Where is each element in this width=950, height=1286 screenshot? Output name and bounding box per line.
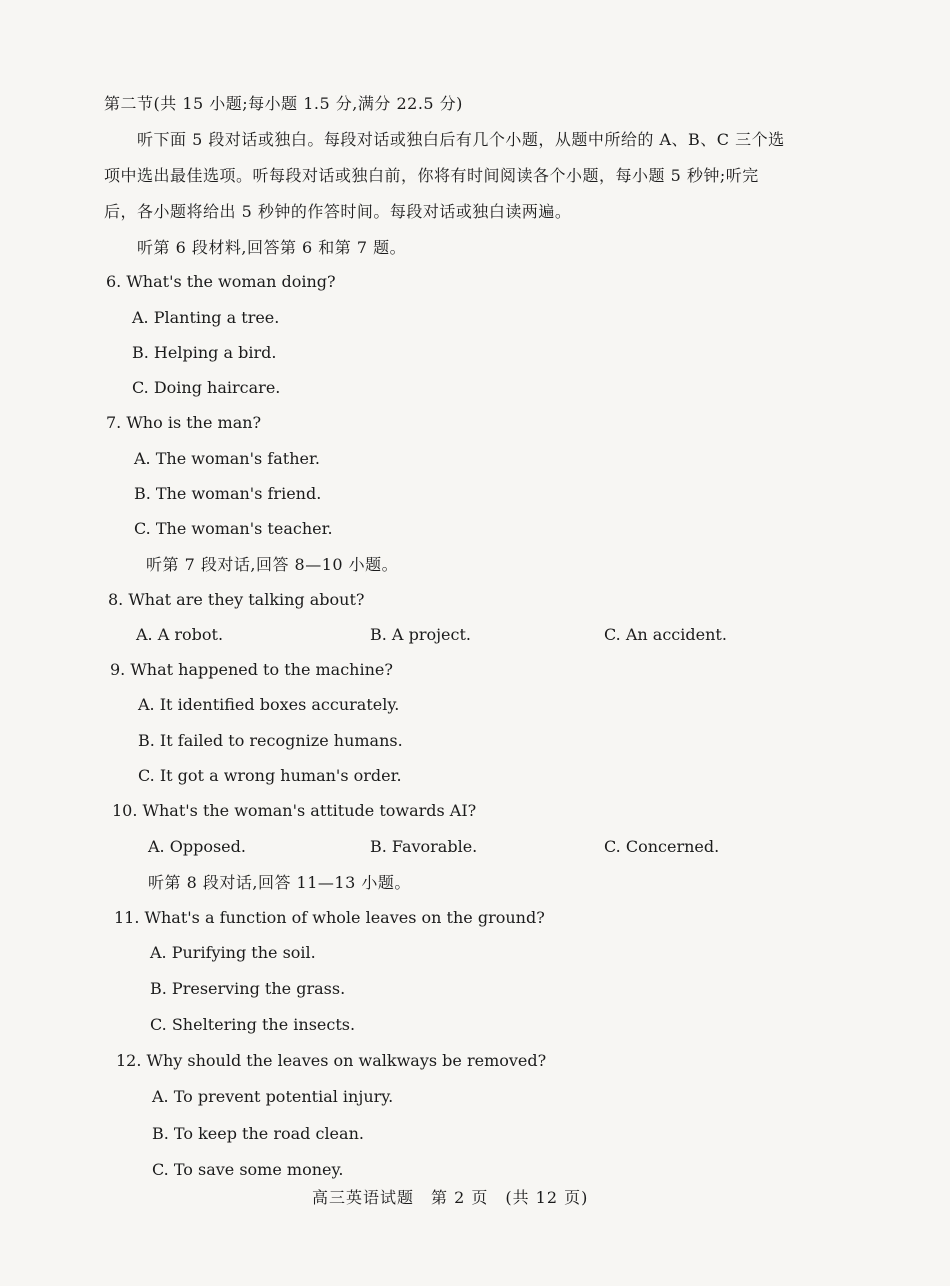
- instruction-line-2: 项中选出最佳选项。听每段对话或独白前，你将有时间阅读各个小题，每小题 5 秒钟;听完: [104, 166, 759, 185]
- group-note-8: 听第 8 段对话,回答 11—13 小题。: [148, 873, 411, 892]
- q10-option-a: A. Opposed.: [148, 837, 246, 856]
- question-12: 12. Why should the leaves on walkways be removed?: [116, 1051, 547, 1070]
- q9-option-b: B. It failed to recognize humans.: [138, 731, 403, 750]
- question-9: 9. What happened to the machine?: [110, 660, 393, 679]
- question-11: 11. What's a function of whole leaves on the ground?: [114, 908, 545, 927]
- q9-option-c: C. It got a wrong human's order.: [138, 766, 402, 785]
- q11-option-b: B. Preserving the grass.: [150, 979, 346, 998]
- q6-option-c: C. Doing haircare.: [132, 378, 281, 397]
- group-note-7: 听第 7 段对话,回答 8—10 小题。: [146, 555, 399, 574]
- q11-option-c: C. Sheltering the insects.: [150, 1015, 356, 1034]
- instruction-line-3: 后，各小题将给出 5 秒钟的作答时间。每段对话或独白读两遍。: [104, 202, 572, 221]
- q6-option-b: B. Helping a bird.: [132, 343, 277, 362]
- section-heading: 第二节(共 15 小题;每小题 1.5 分,满分 22.5 分): [104, 94, 463, 113]
- q12-option-b: B. To keep the road clean.: [152, 1124, 364, 1143]
- instruction-line-1: 听下面 5 段对话或独白。每段对话或独白后有几个小题，从题中所给的 A、B、C 三个选: [137, 130, 785, 149]
- page-footer: 高三英语试题 第 2 页 (共 12 页): [312, 1188, 589, 1207]
- q6-option-a: A. Planting a tree.: [132, 308, 280, 327]
- q7-option-c: C. The woman's teacher.: [134, 519, 333, 538]
- question-6: 6. What's the woman doing?: [106, 272, 336, 291]
- question-7: 7. Who is the man?: [106, 413, 262, 432]
- q7-option-a: A. The woman's father.: [134, 449, 320, 468]
- q8-option-a: A. A robot.: [136, 625, 224, 644]
- question-10: 10. What's the woman's attitude towards AI?: [112, 801, 477, 820]
- q9-option-a: A. It identified boxes accurately.: [138, 695, 400, 714]
- group-note-6: 听第 6 段材料,回答第 6 和第 7 题。: [137, 238, 407, 257]
- q12-option-a: A. To prevent potential injury.: [152, 1087, 394, 1106]
- q8-option-b: B. A project.: [370, 625, 471, 644]
- question-8: 8. What are they talking about?: [108, 590, 365, 609]
- q10-option-b: B. Favorable.: [370, 837, 478, 856]
- q12-option-c: C. To save some money.: [152, 1160, 344, 1179]
- q8-option-c: C. An accident.: [604, 625, 727, 644]
- q10-option-c: C. Concerned.: [604, 837, 720, 856]
- q7-option-b: B. The woman's friend.: [134, 484, 322, 503]
- q11-option-a: A. Purifying the soil.: [150, 943, 316, 962]
